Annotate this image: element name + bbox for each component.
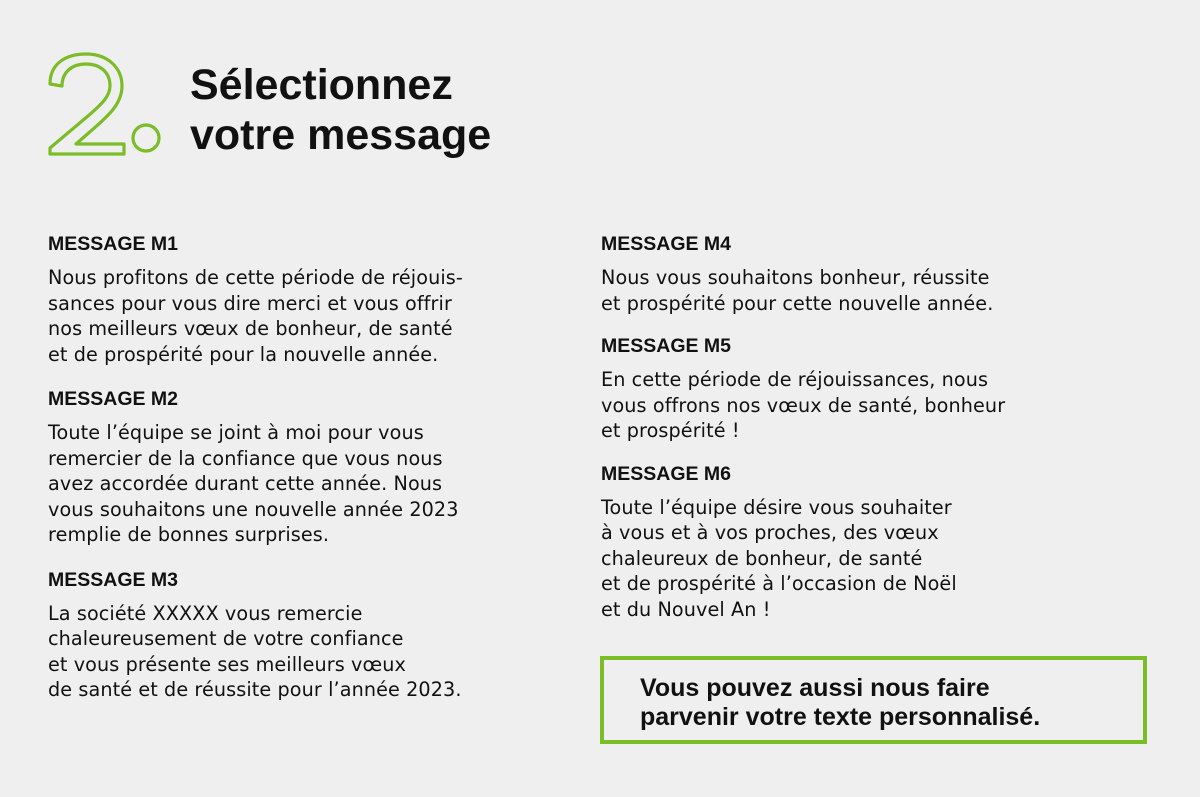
step-number-2-icon — [42, 50, 166, 158]
message-m6 — [601, 463, 1161, 623]
callout-line-2: parvenir votre texte personnalisé. — [640, 703, 1041, 731]
message-m4 — [601, 233, 1161, 316]
message-line: et du Nouvel An ! — [601, 597, 771, 621]
message-line: vous offrons nos vœux de santé, bonheur — [601, 393, 1006, 417]
message-line: et prospérité ! — [601, 419, 740, 442]
messages-left-column — [48, 233, 568, 703]
message-line: chaleureux de bonheur, de santé — [601, 546, 923, 570]
message-m5 — [601, 335, 1161, 444]
message-line: et prospérité pour cette nouvelle année. — [601, 291, 994, 315]
message-line: et de prospérité pour la nouvelle année. — [48, 342, 439, 366]
message-m1 — [48, 233, 568, 367]
message-title: MESSAGE M1 — [48, 233, 179, 255]
message-m3 — [48, 569, 568, 703]
message-line: remplie de bonnes surprises. — [48, 523, 330, 546]
message-title: MESSAGE M2 — [48, 388, 179, 410]
message-line: La société XXXXX vous remercie — [48, 601, 363, 625]
message-line: Nous vous souhaitons bonheur, réussite — [601, 266, 990, 289]
message-title: MESSAGE M6 — [601, 462, 732, 485]
message-title: MESSAGE M4 — [601, 233, 732, 255]
message-line: vous souhaitons une nouvelle année 2023 — [48, 497, 459, 521]
message-line: nos meilleurs vœux de bonheur, de santé — [48, 317, 453, 340]
message-line: Toute l’équipe se joint à moi pour vous — [48, 421, 424, 444]
message-line: En cette période de réjouissances, nous — [601, 368, 989, 391]
message-title: MESSAGE M3 — [48, 568, 179, 591]
message-title: MESSAGE M5 — [601, 335, 732, 357]
page-title — [190, 60, 491, 160]
title-line-2: votre message — [190, 111, 492, 159]
messages-right-column — [601, 233, 1161, 622]
custom-text-callout — [600, 656, 1147, 744]
message-line: et vous présente ses meilleurs vœux — [48, 652, 406, 676]
callout-line-1: Vous pouvez aussi nous faire — [640, 674, 990, 702]
message-line: et de prospérité à l’occasion de Noël — [601, 572, 957, 595]
message-line: Nous profitons de cette période de réjouis- — [48, 266, 463, 289]
message-m2 — [48, 388, 568, 548]
message-line: de santé et de réussite pour l’année 2023. — [48, 678, 462, 701]
message-line: avez accordée durant cette année. Nous — [48, 472, 443, 495]
title-line-1: Sélectionnez — [190, 61, 453, 109]
message-line: sances pour vous dire merci et vous offrir — [48, 291, 452, 315]
message-line: Toute l’équipe désire vous souhaiter — [601, 495, 952, 519]
message-line: remercier de la confiance que vous nous — [48, 446, 443, 470]
callout-text — [640, 674, 1040, 732]
message-line: chaleureusement de votre confiance — [48, 627, 404, 650]
message-line: à vous et à vos proches, des vœux — [601, 521, 939, 544]
